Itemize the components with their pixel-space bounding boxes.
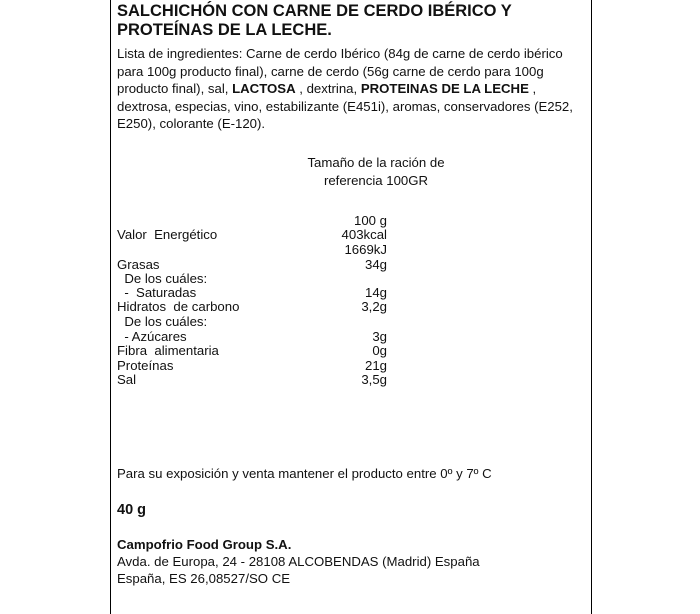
- nutrient-value: 3,2g: [361, 299, 387, 314]
- company-name: Campofrio Food Group S.A.: [117, 537, 292, 552]
- nutrient-value: 1669kJ: [344, 242, 387, 257]
- nutrient-value: 3,5g: [361, 372, 387, 387]
- nutrient-value: 0g: [372, 343, 387, 358]
- nutrient-name: Proteínas: [117, 358, 174, 373]
- allergen-lactose: LACTOSA: [232, 81, 296, 96]
- nutrient-name: - Saturadas: [117, 285, 197, 300]
- nutrient-value: 21g: [364, 358, 387, 373]
- nutrient-name: - Azúcares: [117, 329, 187, 344]
- nutrient-name: De los cuáles:: [117, 314, 208, 329]
- nutrient-value: 403kcal: [341, 227, 387, 242]
- ingredients-text: , dextrosa, especias, vino, estabilizante (E451i), aromas, conservadores (E252, E250), colorante (E-120).: [117, 81, 573, 131]
- nutrient-name: Sal: [117, 372, 137, 387]
- product-label: [110, 0, 592, 614]
- serving-size: [301, 154, 451, 189]
- nutrition-row: [117, 371, 587, 388]
- nutrition-column-header: 100 g: [353, 213, 387, 228]
- ingredients-text: Lista de ingredientes: Carne de cerdo Ibérico (84g de carne de cerdo ibérico para 100g producto final), carne de cerdo (56g carne de cerdo para 100g producto final), sal,: [117, 46, 563, 96]
- ingredients-list: [117, 45, 579, 133]
- serving-size-line: Tamaño de la ración de: [307, 155, 445, 170]
- nutrient-name: Grasas: [117, 257, 160, 272]
- health-registry: España, ES 26,08527/SO CE: [117, 571, 291, 586]
- product-title: SALCHICHÓN CON CARNE DE CERDO IBÉRICO Y PROTEÍNAS DE LA LECHE.: [117, 2, 512, 39]
- nutrient-name: De los cuáles:: [117, 271, 208, 286]
- nutrient-name: Hidratos de carbono: [117, 299, 240, 314]
- nutrient-value: 34g: [364, 257, 387, 272]
- ingredients-text: , dextrina,: [295, 81, 361, 96]
- net-weight: 40 g: [117, 502, 147, 518]
- company-address: Avda. de Europa, 24 - 28108 ALCOBENDAS (Madrid) España: [117, 554, 480, 569]
- storage-instructions: Para su exposición y venta mantener el producto entre 0º y 7º C: [117, 466, 492, 481]
- nutrient-value: 14g: [364, 285, 387, 300]
- allergen-milk-protein: PROTEINAS DE LA LECHE: [360, 81, 529, 96]
- nutrient-name: Fibra alimentaria: [117, 343, 219, 358]
- nutrient-name: Valor Energético: [117, 227, 218, 242]
- serving-size-line: referencia 100GR: [323, 172, 429, 188]
- nutrient-value: 3g: [372, 329, 387, 344]
